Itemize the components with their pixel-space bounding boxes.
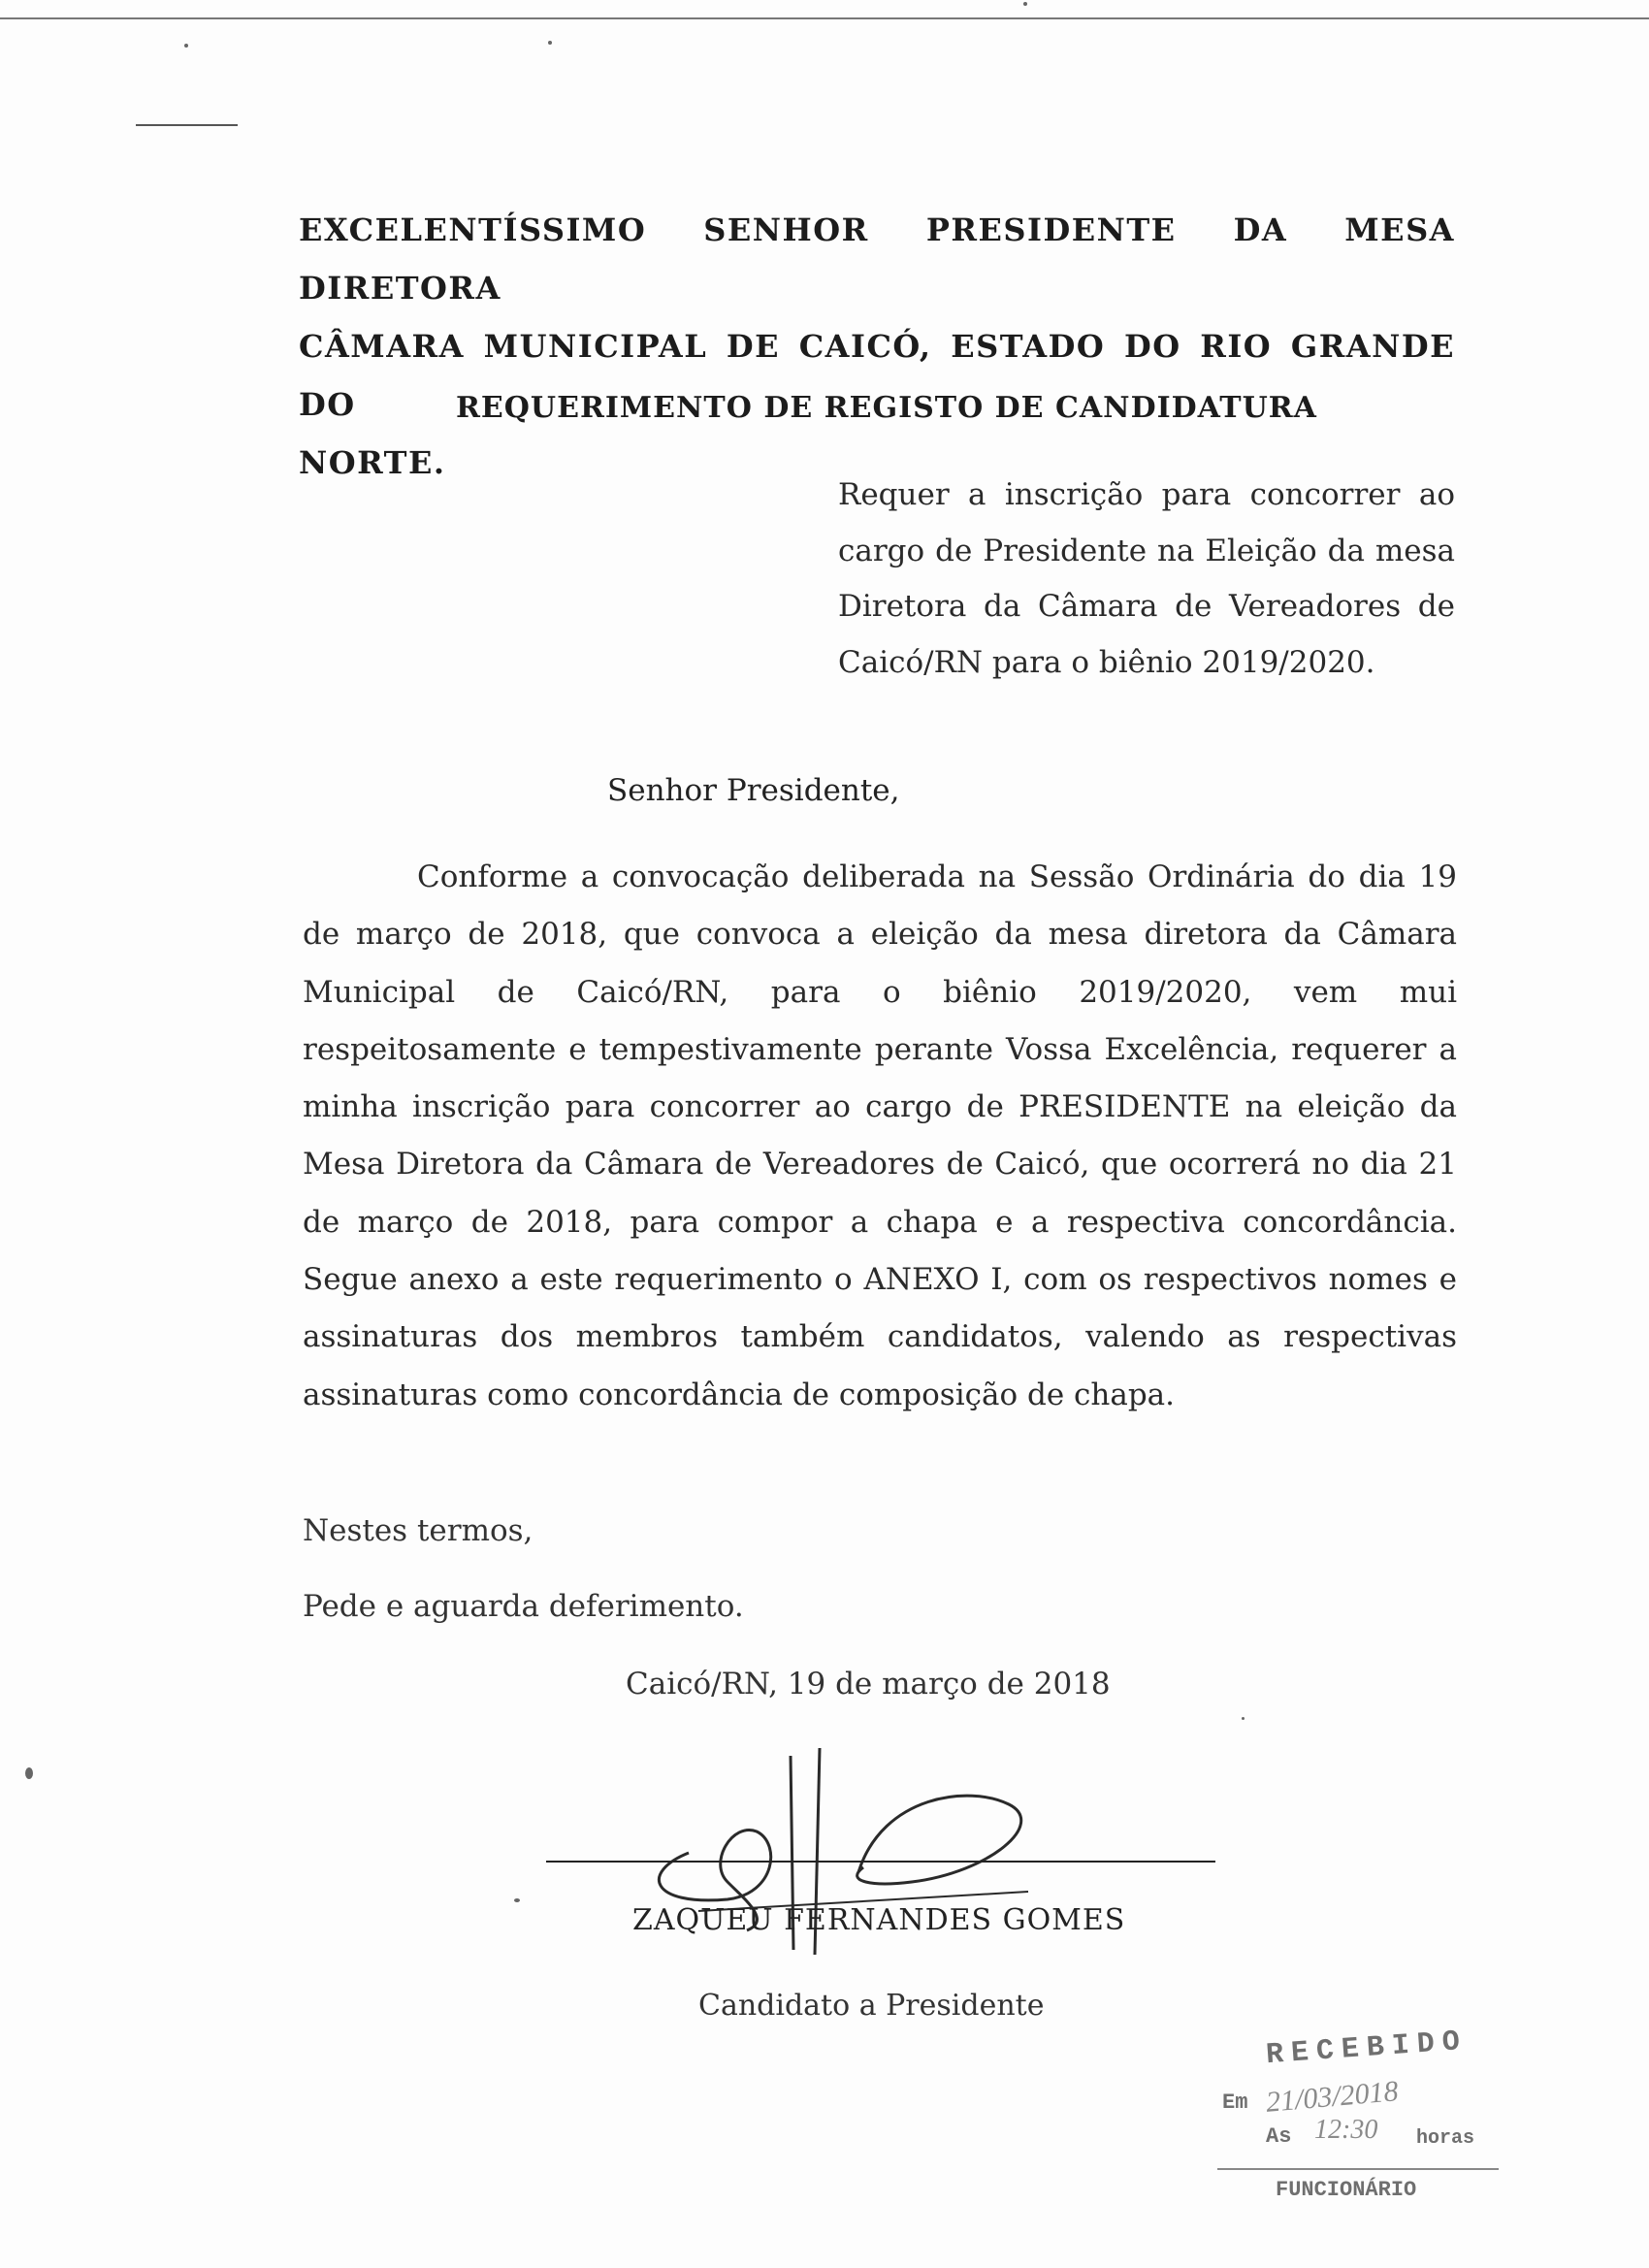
scan-speck bbox=[514, 1898, 520, 1902]
salutation: Senhor Presidente, bbox=[607, 773, 900, 808]
addressee-line: NORTE. bbox=[299, 444, 446, 481]
body-paragraph: Conforme a convocação deliberada na Sessão Ordinária do dia 19 de março de 2018, que convoca a eleição da mesa diretora da Câmara Municipal de Caicó/RN, para o biênio 2019/2020, vem mui respeitosamente e tempestivamente perante Vossa Excelência, requerer a minha inscrição para concorrer ao cargo de PRESIDENTE na eleição da Mesa Diretora da Câmara de Vereadores de Caicó, que ocorrerá no dia 21 de março de 2018, para compor a chapa e a respectiva concordância. Segue anexo a este requerimento o ANEXO I, com os respectivos nomes e assinaturas dos membros também candidatos, valendo as respectivas assinaturas como concordância de composição de chapa. bbox=[303, 859, 1457, 1412]
scan-speck bbox=[1023, 2, 1027, 6]
stamp-rule bbox=[1217, 2168, 1499, 2170]
stamp-date-label: Em bbox=[1222, 2090, 1248, 2115]
scan-edge-line bbox=[0, 17, 1649, 19]
scan-speck bbox=[548, 41, 552, 45]
scan-speck bbox=[25, 1767, 33, 1779]
signer-name: ZAQUEU FERNANDES GOMES bbox=[632, 1903, 1126, 1937]
stamp-title: RECEBIDO bbox=[1265, 2025, 1469, 2073]
place-and-date: Caicó/RN, 19 de março de 2018 bbox=[626, 1667, 1111, 1701]
stamp-hours-label: horas bbox=[1416, 2127, 1475, 2150]
stamp-date-value: 21/03/2018 bbox=[1264, 2075, 1400, 2119]
addressee-line: EXCELENTÍSSIMO SENHOR PRESIDENTE DA MESA DIRETORA bbox=[299, 211, 1455, 307]
scan-speck bbox=[184, 44, 188, 48]
scan-speck bbox=[1242, 1717, 1245, 1720]
addressee-block bbox=[299, 201, 1455, 492]
request-summary: Requer a inscrição para concorrer ao cargo de Presidente na Eleição da mesa Diretora da Câmara de Vereadores de Caicó/RN para o biênio 2019/2020. bbox=[838, 477, 1455, 680]
closing-line: Nestes termos, bbox=[303, 1513, 534, 1548]
received-stamp bbox=[1217, 2023, 1537, 2231]
scan-mark bbox=[136, 124, 238, 126]
signer-role: Candidato a Presidente bbox=[698, 1989, 1045, 2023]
stamp-time-value: 12:30 bbox=[1314, 2115, 1378, 2145]
closing-line: Pede e aguarda deferimento. bbox=[303, 1589, 744, 1624]
signature-line bbox=[546, 1861, 1215, 1863]
addressee-line: CÂMARA MUNICIPAL DE CAICÓ, ESTADO DO RIO GRANDE DO bbox=[299, 328, 1455, 423]
document-title: REQUERIMENTO DE REGISTO DE CANDIDATURA bbox=[456, 391, 1317, 425]
stamp-clerk-label: FUNCIONÁRIO bbox=[1276, 2178, 1417, 2202]
stamp-time-label: As bbox=[1266, 2124, 1292, 2149]
